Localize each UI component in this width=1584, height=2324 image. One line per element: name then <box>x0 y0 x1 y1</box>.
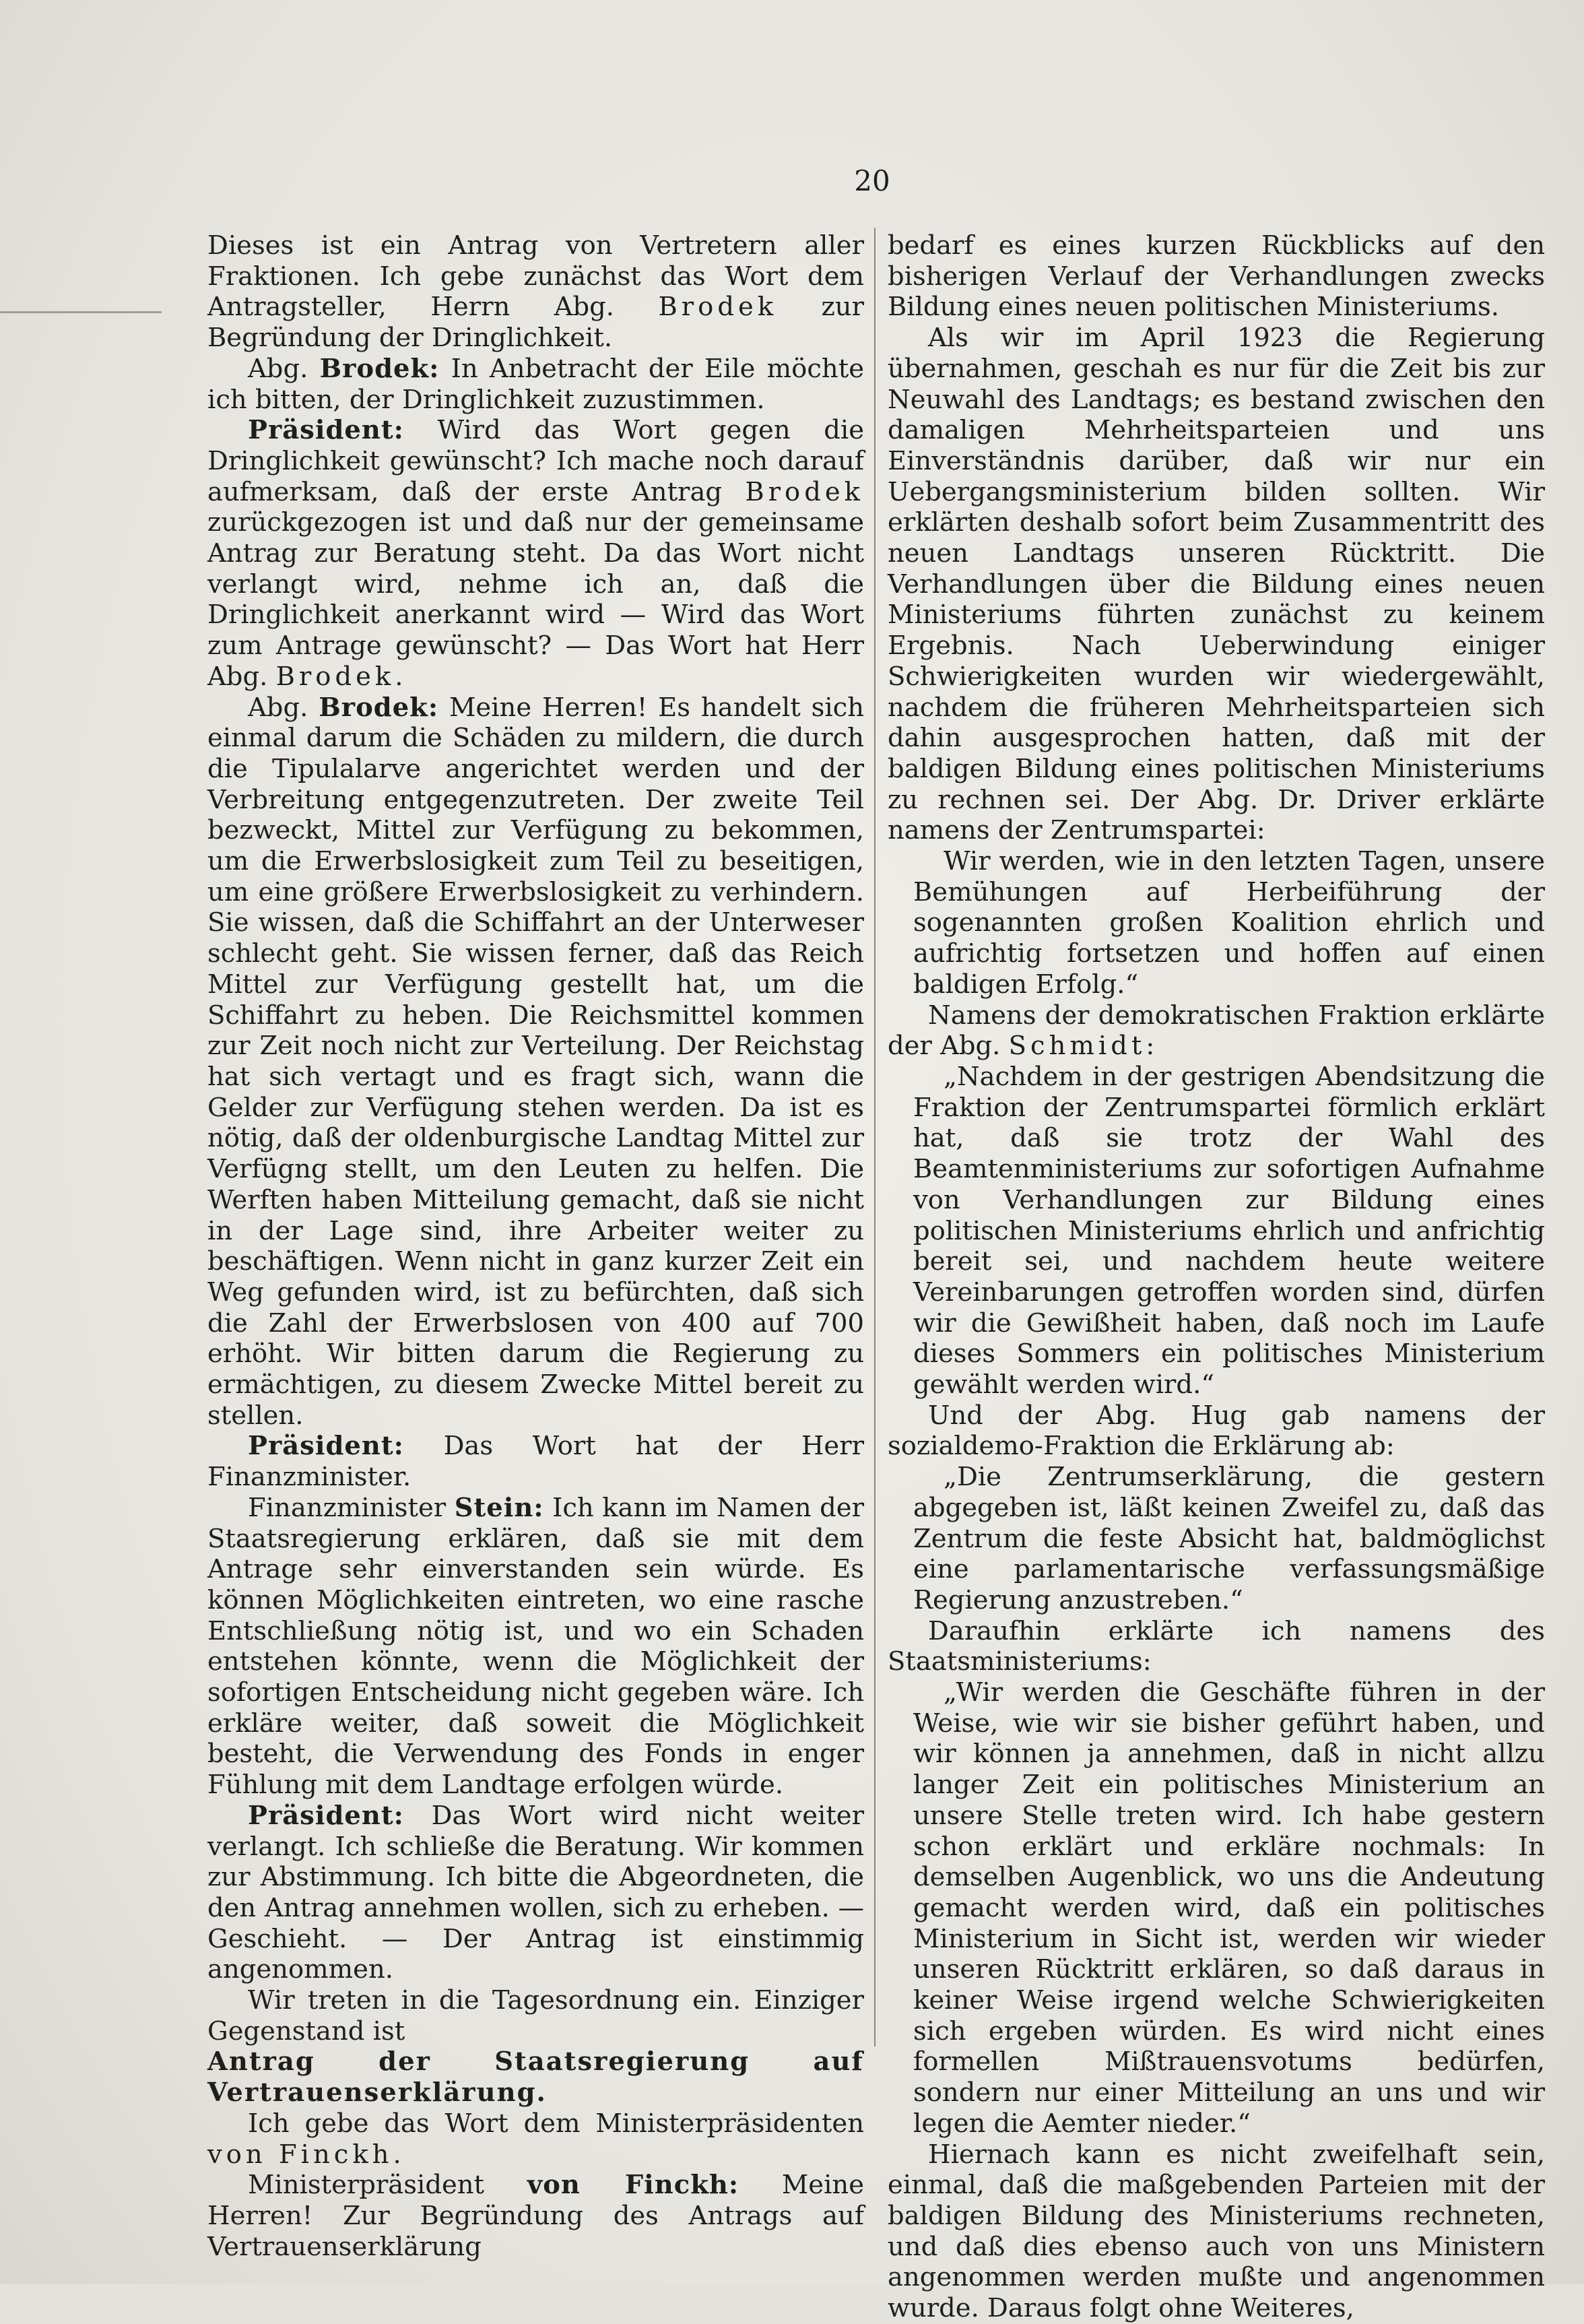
text: Abg. <box>248 353 308 384</box>
quotation: „Die Zentrumserklärung, die gestern abgegeben ist, läßt keinen Zweifel zu, daß das Zentrum die feste Absicht hat, baldmöglichst eine parlamentarische verfassungsmäßige Regierung anzustreben.“ <box>913 1462 1545 1615</box>
text: Ministerpräsident <box>248 2170 485 2201</box>
margin-mark <box>0 311 162 313</box>
speaker-name: Stein: <box>454 1492 544 1523</box>
paragraph <box>207 354 864 415</box>
paragraph <box>207 692 864 1431</box>
page-number: 20 <box>854 164 890 197</box>
text: zurückgezogen ist und daß nur der gemeinsame Antrag zur Beratung steht. Da das Wort nicht verlangt wird, nehme ich an, daß die Dringlichkeit anerkannt wird — Wird das Wort zum Antrage gewünscht? — Das Wort hat Herr Abg. <box>207 507 864 692</box>
speaker-name: Präsident: <box>248 415 404 446</box>
text: Dieses ist ein Antrag von Vertretern aller Fraktionen. Ich gebe zunächst das Wort dem Antragsteller, Herrn Abg. <box>207 230 864 323</box>
text: Das Wort hat der Herr Finanzminister. <box>207 1431 865 1493</box>
text: Abg. <box>248 692 308 723</box>
speaker-name: Brodek: <box>319 353 440 384</box>
agenda-heading: Antrag der Staatsregierung auf Vertrauenserklärung. <box>207 2046 864 2108</box>
speaker-name: Brodek <box>745 476 864 507</box>
speaker-name: von Finckh. <box>207 2139 405 2170</box>
right-column <box>888 230 1545 2324</box>
paragraph: Wir treten in die Tagesordnung ein. Einziger Gegenstand ist <box>207 1985 864 2046</box>
paragraph: Hiernach kann es nicht zweifelhaft sein, einmal, daß die maßgebenden Parteien mit der baldigen Bildung des Ministeriums rechneten, und daß dies ebenso auch von uns Ministern angenommen werden mußte und angenommen wurde. Daraus folgt ohne Weiteres, <box>888 2139 1545 2324</box>
text: Finanzminister <box>248 1492 447 1523</box>
paragraph: Und der Abg. Hug gab namens der sozialdemo-Fraktion die Erklärung ab: <box>888 1400 1545 1462</box>
paragraph <box>207 2108 864 2170</box>
paragraph <box>207 230 864 354</box>
paragraph <box>207 1801 864 1985</box>
paragraph <box>207 415 864 692</box>
paragraph: Daraufhin erklärte ich namens des Staatsministeriums: <box>888 1615 1545 1677</box>
text: Meine Herren! Zur Begründung des Antrags auf Vertrauenserklärung <box>207 2170 864 2262</box>
speaker-name: Schmidt: <box>1008 1031 1159 1062</box>
text: Ich gebe das Wort dem Ministerpräsidenten <box>248 2108 864 2139</box>
text: zur Begründung der Dringlichkeit. <box>207 292 864 354</box>
text: Namens der demokratischen Fraktion erklärte der Abg. <box>888 1000 1545 1062</box>
speaker-name: Brodek <box>658 292 778 323</box>
speaker-name: Präsident: <box>248 1800 404 1831</box>
quotation: „Wir werden die Geschäfte führen in der Weise, wie wir sie bisher geführt haben, und wir können ja annehmen, daß in nicht allzu langer Zeit ein politisches Ministerium an unsere Stelle treten wird. Ich habe gestern schon erklärt und erkläre nochmals: In demselben Augenblick, wo uns die Andeutung gemacht werden wird, daß ein politisches Ministerium in Sicht ist, werden wir wieder unseren Rücktritt erklären, so daß daraus in keiner Weise irgend welche Schwierigkeiten sich ergeben würden. Es wird nicht eines formellen Mißtrauensvotums bedürfen, sondern nur einer Mitteilung an uns und wir legen die Aemter nieder.“ <box>913 1677 1545 2139</box>
text: In Anbetracht der Eile möchte ich bitten, der Dringlichkeit zuzustimmen. <box>207 353 864 415</box>
paragraph <box>888 1000 1545 1062</box>
quotation: Wir werden, wie in den letzten Tagen, unsere Bemühungen auf Herbeiführung der sogenannten großen Koalition ehrlich und aufrichtig fortsetzen und hoffen auf einen baldigen Erfolg.“ <box>913 846 1545 1000</box>
text: Das Wort wird nicht weiter verlangt. Ich schließe die Beratung. Wir kommen zur Abstimmung. Ich bitte die Abgeordneten, die den Antrag annehmen wollen, sich zu erheben. — Geschieht. — Der Antrag ist einstimmig angenommen. <box>207 1800 864 1985</box>
paragraph: bedarf es eines kurzen Rückblicks auf den bisherigen Verlauf der Verhandlungen zwecks Bildung eines neuen politischen Ministeriums. <box>888 230 1545 323</box>
speaker-name: Brodek: <box>319 692 439 723</box>
speaker-name: Präsident: <box>248 1431 404 1462</box>
column-divider <box>874 228 876 2046</box>
text: Ich kann im Namen der Staatsregierung erklären, daß sie mit dem Antrage sehr einverstanden sein würde. Es können Möglichkeiten eintreten, wo eine rasche Entschließung nötig ist, und wo ein Schaden entstehen könnte, wenn die Möglichkeit der sofortigen Entscheidung nicht gegeben wäre. Ich erkläre weiter, daß soweit die Möglichkeit besteht, die Verwendung des Fonds in enger Fühlung mit dem Landtage erfolgen würde. <box>207 1492 864 1801</box>
text: Meine Herren! Es handelt sich einmal darum die Schäden zu mildern, die durch die Tipulalarve angerichtet werden und der Verbreitung entgegenzutreten. Der zweite Teil bezweckt, Mittel zur Verfügung zu bekommen, um die Erwerbslosigkeit zum Teil zu beseitigen, um eine größere Erwerbslosigkeit zu verhindern. Sie wissen, daß die Schiffahrt an der Unterweser schlecht geht. Sie wissen ferner, daß das Reich Mittel zur Verfügung gestellt hat, um die Schiffahrt zu heben. Die Reichsmittel kommen zur Zeit noch nicht zur Verteilung. Der Reichstag hat sich vertagt und es fragt sich, wann die Gelder zur Verfügung stehen werden. Da ist es nötig, daß der oldenburgische Landtag Mittel zur Verfügng stellt, um den Leuten zu helfen. Die Werften haben Mitteilung gemacht, daß sie nicht in der Lage sind, ihre Arbeiter weiter zu beschäftigen. Wenn nicht in ganz kurzer Zeit ein Weg gefunden wird, ist zu befürchten, daß sich die Zahl der Erwerbslosen von 400 auf 700 erhöht. Wir bitten darum die Regierung zu ermächtigen, zu diesem Zwecke Mittel bereit zu stellen. <box>207 692 864 1431</box>
paragraph <box>207 2170 864 2262</box>
left-column <box>207 230 864 2262</box>
paragraph <box>207 1431 864 1492</box>
quotation: „Nachdem in der gestrigen Abendsitzung die Fraktion der Zentrumspartei förmlich erklärt hat, daß sie trotz der Wahl des Beamtenministeriums zur sofortigen Aufnahme von Verhandlungen zur Bildung eines politischen Ministeriums ehrlich und anfrichtig bereit sei, und nachdem heute weitere Vereinbarungen getroffen worden sind, dürfen wir die Gewißheit haben, daß noch im Laufe dieses Sommers ein politisches Ministerium gewählt werden wird.“ <box>913 1061 1545 1400</box>
paragraph <box>207 1493 864 1801</box>
paragraph: Als wir im April 1923 die Regierung übernahmen, geschah es nur für die Zeit bis zur Neuwahl des Landtags; es bestand zwischen den damaligen Mehrheitsparteien und uns Einverständnis darüber, daß wir nur ein Uebergangsministerium bilden sollten. Wir erklärten deshalb sofort beim Zusammentritt des neuen Landtags unseren Rücktritt. Die Verhandlungen über die Bildung eines neuen Ministeriums führten zunächst zu keinem Ergebnis. Nach Ueberwindung einiger Schwierigkeiten wurden wir wiedergewählt, nachdem die früheren Mehrheitsparteien sich dahin ausgesprochen hatten, daß mit der baldigen Bildung eines politischen Ministeriums zu rechnen sei. Der Abg. Dr. Driver erklärte namens der Zentrumspartei: <box>888 323 1545 846</box>
speaker-name: Brodek. <box>275 661 407 692</box>
speaker-name: von Finckh: <box>527 2170 739 2201</box>
text: Wird das Wort gegen die Dringlichkeit gewünscht? Ich mache noch darauf aufmerksam, daß der erste Antrag <box>207 415 864 507</box>
